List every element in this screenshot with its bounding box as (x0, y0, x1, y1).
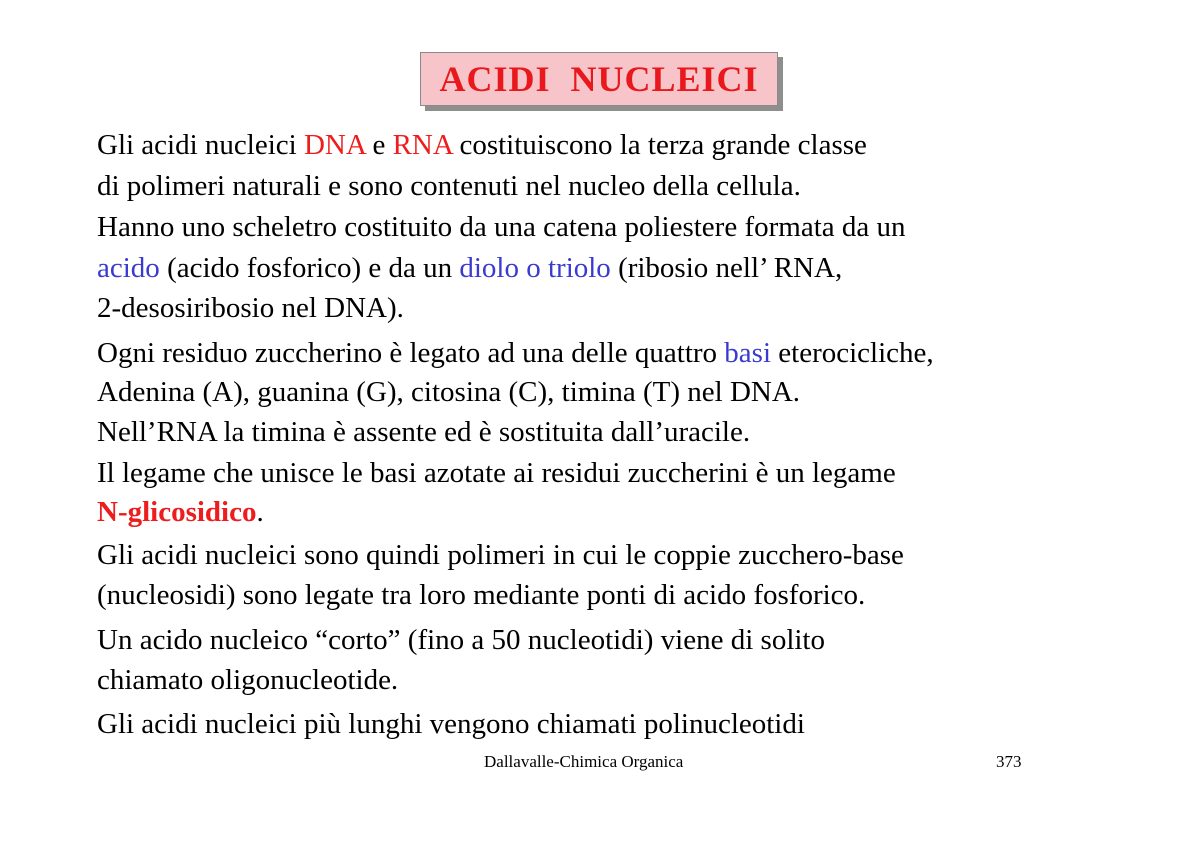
text-line-10 (97, 494, 264, 530)
text-line-4 (97, 250, 842, 286)
text-segment: (ribosio nell’ RNA, (610, 252, 843, 284)
text-line-9 (97, 455, 896, 491)
text-segment: Gli acidi nucleici più lunghi vengono chiamati polinucleotidi (97, 708, 805, 740)
text-segment: Il legame che unisce le basi azotate ai residui zuccherini è un legame (97, 457, 896, 489)
term-rna: RNA (392, 129, 453, 161)
text-segment: di polimeri naturali e sono contenuti nel nucleo della cellula. (97, 170, 801, 202)
text-segment: Nell’RNA la timina è assente ed è sostituita dall’uracile. (97, 416, 751, 448)
text-line-7 (97, 374, 800, 410)
title-box (420, 52, 778, 106)
term-n-glicosidico: N-glicosidico (97, 496, 257, 528)
text-segment: Adenina (A), guanina (G), citosina (C), timina (T) nel DNA. (97, 376, 801, 408)
text-segment: Gli acidi nucleici sono quindi polimeri in cui le coppie zucchero-base (97, 539, 904, 571)
footer-author: Dallavalle-Chimica Organica (484, 752, 684, 771)
text-segment: (acido fosforico) e da un (159, 252, 460, 284)
slide-title: ACIDI NUCLEICI (439, 59, 759, 99)
text-line-13 (97, 622, 825, 658)
text-segment: . (256, 496, 264, 528)
text-line-14 (97, 662, 398, 698)
text-segment: chiamato oligonucleotide. (97, 664, 399, 696)
text-line-11 (97, 537, 904, 573)
text-segment: costituiscono la terza grande classe (452, 129, 867, 161)
text-line-3 (97, 209, 906, 245)
text-line-12 (97, 577, 865, 613)
term-diolo-triolo: diolo o triolo (459, 252, 611, 284)
text-line-5 (97, 290, 404, 326)
text-line-1 (97, 127, 867, 163)
term-dna: DNA (303, 129, 366, 161)
text-segment: Hanno uno scheletro costituito da una catena poliestere formata da un (97, 211, 906, 243)
text-segment: Gli acidi nucleici (97, 129, 304, 161)
text-segment: eterocicliche, (771, 337, 934, 369)
text-line-15 (97, 706, 805, 742)
text-line-8 (97, 414, 750, 450)
term-acido: acido (97, 252, 160, 284)
text-segment: 2-desosiribosio nel DNA). (97, 292, 404, 324)
text-segment: Ogni residuo zuccherino è legato ad una delle quattro (97, 337, 725, 369)
text-segment: e (365, 129, 393, 161)
term-basi: basi (724, 337, 772, 369)
footer-page-number: 373 (996, 752, 1022, 771)
text-segment: Un acido nucleico “corto” (fino a 50 nucleotidi) viene di solito (97, 624, 825, 656)
text-segment: (nucleosidi) sono legate tra loro mediante ponti di acido fosforico. (97, 579, 866, 611)
text-line-6 (97, 335, 934, 371)
text-line-2 (97, 168, 801, 204)
